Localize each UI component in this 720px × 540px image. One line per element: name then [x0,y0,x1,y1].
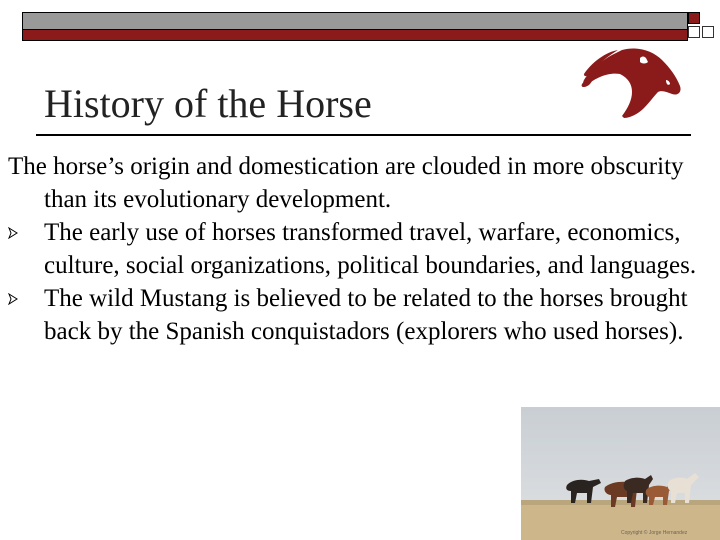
top-decorative-bar [20,10,700,40]
top-red-band [22,29,688,41]
bullet-text: The wild Mustang is believed to be related to the horses brought back by the Spanish conquistadors (explorers who used horses). [44,285,688,345]
corner-square-red [688,12,700,24]
corner-square-white [688,26,700,38]
arrow-bullet-icon [8,293,18,305]
top-gray-band [22,12,688,30]
slide-body [8,150,713,348]
horse-head-logo-icon [578,44,682,120]
wild-horses-photo [521,407,720,540]
bullet-item [8,282,713,348]
photo-caption: Copyright © Jorge Hernandez [621,530,688,536]
intro-paragraph: The horse’s origin and domestication are clouded in more obscurity than its evolutionary development. [8,153,684,213]
slide-title: History of the Horse [44,81,372,126]
bullet-text: The early use of horses transformed travel, warfare, economics, culture, social organizations, political boundaries, and languages. [44,219,697,279]
title-underline [36,134,691,136]
arrow-bullet-icon [8,227,18,239]
bullet-item [8,216,713,282]
corner-square-white-2 [702,26,714,38]
